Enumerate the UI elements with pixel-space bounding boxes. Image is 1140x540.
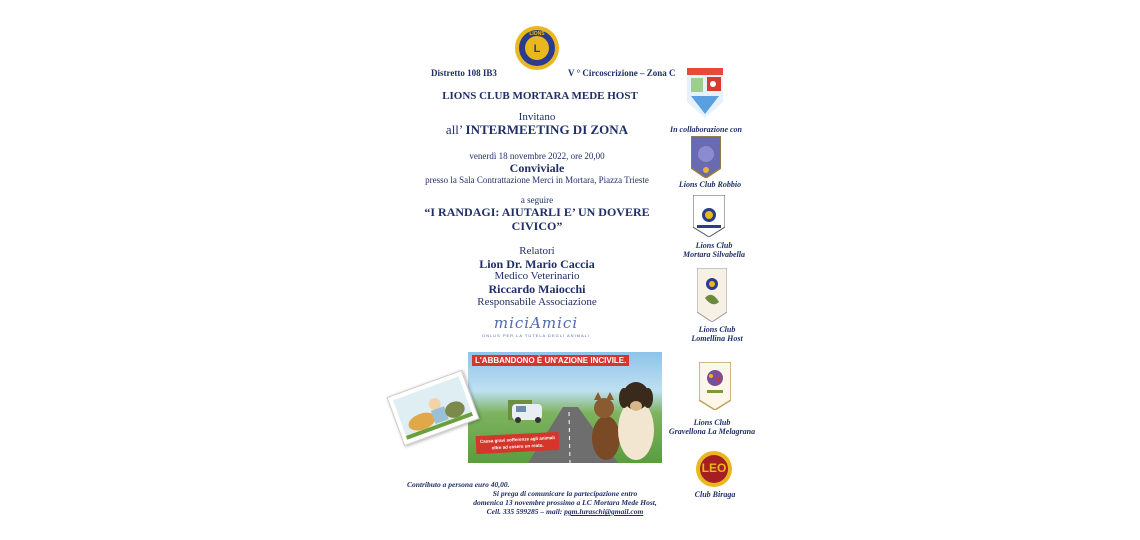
leo-text: LEO: [701, 461, 727, 475]
abandonment-banner: [468, 352, 662, 463]
lions-logo: [514, 25, 560, 71]
svg-text:LIONS: LIONS: [529, 31, 545, 37]
gravellona-badge: [699, 362, 731, 410]
event-location: presso la Sala Contrattazione Merci in Mortara, Piazza Trieste: [425, 175, 649, 185]
miciamici-logo: [478, 314, 594, 344]
footer-phone: Cell. 335 599285 – mail:: [486, 507, 565, 516]
club-lomellina-line1: Lions Club: [698, 325, 736, 334]
banner-caption-line1: Causa gravi sofferenze agli animali: [479, 435, 555, 444]
footer-email-link[interactable]: pgm.luraschi@gmail.com: [564, 507, 644, 516]
district-label: Distretto 108 IB3: [431, 68, 497, 78]
silvabella-badge: [693, 195, 725, 237]
speaker2-name: Riccardo Maiocchi: [488, 282, 586, 296]
a-seguire-label: a seguire: [520, 195, 554, 205]
contribution-text: Contributo a persona euro 40,00.: [407, 480, 510, 489]
speaker1-name: Lion Dr. Mario Caccia: [479, 257, 595, 271]
robbio-badge: [691, 136, 721, 178]
club-name: LIONS CLUB MORTARA MEDE HOST: [442, 90, 638, 102]
leo-logo: [695, 450, 733, 488]
event-date: venerdì 18 novembre 2022, ore 20,00: [469, 151, 605, 161]
speakers-heading: Relatori: [519, 245, 555, 257]
club-robbio-label: Lions Club Robbio: [678, 180, 742, 189]
club-lomellina-line2: Lomellina Host: [691, 334, 743, 343]
svg-text:L: L: [533, 43, 541, 55]
club-gravellona-line2: Gravellona La Melagrana: [668, 427, 756, 436]
topic-line-1: “I RANDAGI: AIUTARLI E’ UN DOVERE: [424, 205, 650, 219]
speaker2-role: Responsabile Associazione: [477, 296, 597, 308]
conviviale-label: Conviviale: [509, 161, 565, 175]
club-silvabella-label: [644, 241, 784, 259]
club-gravellona-label: [642, 418, 782, 436]
event-title: INTERMEETING DI ZONA: [465, 122, 629, 137]
event-title-line: [400, 122, 674, 138]
footer-line3: [420, 507, 710, 516]
all-text: all’: [445, 122, 463, 137]
club-silvabella-line2: Mortara Silvabella: [682, 250, 745, 259]
club-silvabella-line1: Lions Club: [695, 241, 733, 250]
circoscrizione-label: V ° Circoscrizione – Zona C: [568, 68, 676, 78]
club-lomellina-label: [647, 325, 787, 343]
topic-line-2: CIVICO”: [511, 219, 563, 233]
invitano-text: Invitano: [518, 111, 556, 123]
photo-card: [387, 370, 480, 446]
mortara-mede-badge: [687, 68, 723, 118]
banner-headline: L'ABBANDONO È UN'AZIONE INCIVILE.: [472, 355, 629, 366]
collaboration-label: In collaborazione con: [669, 125, 742, 134]
speaker1-role: Medico Veterinario: [494, 270, 580, 282]
club-gravellona-line1: Lions Club: [693, 418, 731, 427]
banner-caption-line2: oltre ad essere un reato.: [491, 442, 544, 451]
miciamici-tagline: ONLUS PER LA TUTELA DEGLI ANIMALI: [481, 333, 591, 338]
miciamici-name: miciAmici: [493, 314, 579, 332]
footer-line1: Si prega di comunicare la partecipazione entro: [492, 489, 638, 498]
club-biraga-label: Club Biraga: [694, 490, 736, 499]
footer-line2: domenica 13 novembre prossimo a LC Mortara Mede Host,: [473, 498, 657, 507]
lomellina-badge: [697, 268, 727, 322]
